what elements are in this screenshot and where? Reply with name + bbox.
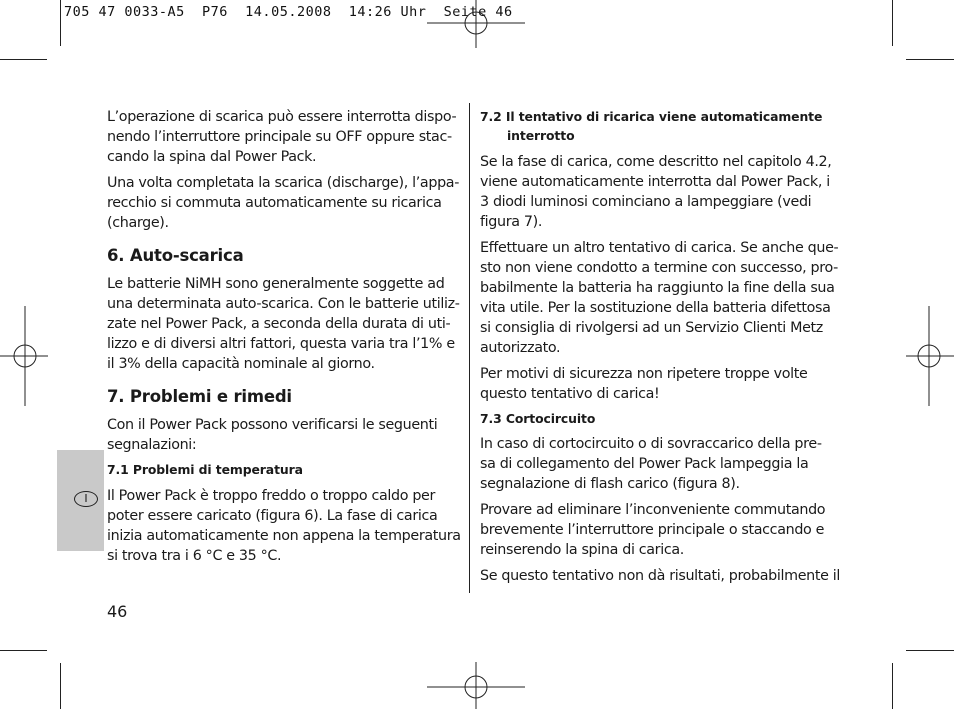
right-column [480,107,840,586]
text-line: lizzo e di diversi altri fattori, questa varia tra l’1% e [107,336,455,352]
heading-charge-interrupted [480,107,840,145]
text-line: babilmente la batteria ha raggiunto la fine della sua [480,280,835,296]
page-number: 46 [107,602,128,621]
crop-mark-tr-horizontal [906,59,954,60]
text-line: In caso di cortocircuito o di sovraccarico della pre- [480,436,822,452]
heading-short-circuit: 7.3 Cortocircuito [480,411,596,426]
paragraph-self-discharge [107,274,467,374]
paragraph-short-circuit [480,434,840,494]
text-line: Le batterie NiMH sono generalmente soggette ad [107,276,445,292]
text-line: autorizzato. [480,340,561,356]
paragraph-eliminate [480,500,840,560]
crop-mark-br-vertical [892,663,893,709]
printer-slug: 705 47 0033-A5 P76 14.05.2008 14:26 Uhr Seite 46 [64,4,513,20]
heading-auto-scarica: 6. Auto-scarica [107,246,244,265]
text-line: Se questo tentativo non dà risultati, probabilmente il [480,568,841,584]
text-line: zate nel Power Pack, a seconda della durata di uti- [107,316,451,332]
text-line: viene automaticamente interrotta dal Power Pack, i [480,174,830,190]
crop-mark-br-horizontal [906,650,954,651]
paragraph-discharge-complete [107,173,467,233]
text-line: figura 7). [480,214,543,230]
paragraph-charge-interrupted [480,152,840,232]
text-line: sto non viene condotto a termine con successo, pro- [480,260,838,276]
text-line: interrotto [507,128,575,143]
text-line: Per motivi di sicurezza non ripetere troppe volte [480,366,808,382]
text-line: (charge). [107,215,169,231]
crop-mark-bl-vertical [60,663,61,709]
registration-mark-top [427,0,527,50]
text-line: vita utile. Per la sostituzione della batteria difettosa [480,300,831,316]
text-line: cando la spina dal Power Pack. [107,149,317,165]
text-line: Provare ad eliminare l’inconveniente commutando [480,502,826,518]
registration-mark-left [0,306,48,406]
paragraph-retry [480,238,840,358]
text-line: inizia automaticamente non appena la temperatura [107,528,461,544]
paragraph-safety [480,364,840,404]
text-line: si consiglia di rivolgersi ad un Servizio Clienti Metz [480,320,823,336]
heading-problemi-rimedi: 7. Problemi e rimedi [107,387,292,406]
text-line: Il Power Pack è troppo freddo o troppo caldo per [107,488,436,504]
left-column [107,107,467,566]
text-line: Se la fase di carica, come descritto nel capitolo 4.2, [480,154,832,170]
column-divider [469,103,470,593]
text-line: una determinata auto-scarica. Con le batterie utiliz- [107,296,460,312]
text-line: Effettuare un altro tentativo di carica. Se anche que- [480,240,839,256]
paragraph-discharge-interrupt [107,107,467,167]
registration-mark-bottom [427,660,527,709]
paragraph-temperature [107,486,467,566]
text-line: questo tentativo di carica! [480,386,660,402]
language-tab-label: I [74,491,98,507]
registration-mark-right [906,306,954,406]
text-line: si trova tra i 6 °C e 35 °C. [107,548,282,564]
text-line: nendo l’interruttore principale su OFF oppure stac- [107,129,452,145]
paragraph-no-result [480,566,840,586]
text-line: poter essere caricato (figura 6). La fase di carica [107,508,438,524]
text-line: brevemente l’interruttore principale o staccando e [480,522,825,538]
text-line: segnalazioni: [107,437,197,453]
paragraph-signals [107,415,467,455]
text-line: L’operazione di scarica può essere interrotta dispo- [107,109,457,125]
text-line: recchio si commuta automaticamente su ricarica [107,195,442,211]
text-line: Una volta completata la scarica (discharge), l’appa- [107,175,460,191]
text-line: 7.2 Il tentativo di ricarica viene automaticamente [480,109,823,124]
text-line: Con il Power Pack possono verificarsi le seguenti [107,417,438,433]
crop-mark-bl-horizontal [0,650,47,651]
text-line: 3 diodi luminosi cominciano a lampeggiare (vedi [480,194,812,210]
crop-mark-tr-vertical [892,0,893,46]
heading-temperature-problems: 7.1 Problemi di temperatura [107,462,303,477]
crop-mark-tl-horizontal [0,59,47,60]
text-line: segnalazione di flash carico (figura 8). [480,476,740,492]
text-line: il 3% della capacità nominale al giorno. [107,356,375,372]
text-line: sa di collegamento del Power Pack lampeggia la [480,456,809,472]
crop-mark-tl-vertical [60,0,61,46]
text-line: reinserendo la spina di carica. [480,542,684,558]
